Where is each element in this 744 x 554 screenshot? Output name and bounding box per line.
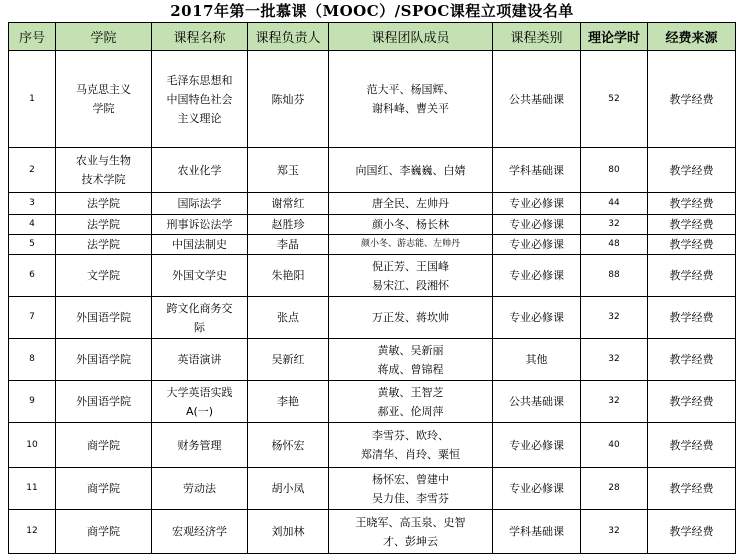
col-header-team: 课程团队成员 <box>329 23 493 51</box>
cell-no: 4 <box>9 215 56 235</box>
table-row <box>9 423 736 468</box>
cell-fund: 教学经费 <box>648 381 736 423</box>
cell-hours: 48 <box>581 235 648 255</box>
cell-team: 杨怀宏、曾建中 吴力佳、李雪芬 <box>329 468 493 510</box>
cell-no: 7 <box>9 297 56 339</box>
table-row <box>9 235 736 255</box>
cell-hours: 88 <box>581 255 648 297</box>
cell-course: 跨文化商务交 际 <box>152 297 248 339</box>
cell-type: 学科基础课 <box>493 510 581 554</box>
cell-team: 万正发、蒋坎帅 <box>329 297 493 339</box>
cell-hours: 32 <box>581 510 648 554</box>
cell-no: 3 <box>9 193 56 215</box>
cell-hours: 32 <box>581 297 648 339</box>
cell-leader: 赵胜珍 <box>248 215 329 235</box>
cell-type: 其他 <box>493 339 581 381</box>
cell-type: 专业必修课 <box>493 297 581 339</box>
cell-no: 12 <box>9 510 56 554</box>
cell-type: 公共基础课 <box>493 51 581 148</box>
cell-course: 农业化学 <box>152 148 248 193</box>
cell-course: 刑事诉讼法学 <box>152 215 248 235</box>
cell-course: 劳动法 <box>152 468 248 510</box>
cell-fund: 教学经费 <box>648 148 736 193</box>
cell-team: 黄敏、吴新丽 蒋成、曾锦程 <box>329 339 493 381</box>
cell-college: 马克思主义 学院 <box>56 51 152 148</box>
cell-no: 1 <box>9 51 56 148</box>
cell-fund: 教学经费 <box>648 510 736 554</box>
cell-course: 大学英语实践 A(一) <box>152 381 248 423</box>
cell-course: 毛泽东思想和 中国特色社会 主义理论 <box>152 51 248 148</box>
cell-team: 颜小冬、游志能、左帅丹 <box>329 235 493 255</box>
cell-no: 5 <box>9 235 56 255</box>
cell-type: 专业必修课 <box>493 215 581 235</box>
cell-hours: 32 <box>581 339 648 381</box>
cell-fund: 教学经费 <box>648 215 736 235</box>
project-table <box>8 22 736 554</box>
table-row <box>9 51 736 148</box>
cell-team: 黄敏、王智芝 郝亚、伦周萍 <box>329 381 493 423</box>
cell-fund: 教学经费 <box>648 235 736 255</box>
cell-leader: 谢常红 <box>248 193 329 215</box>
cell-type: 专业必修课 <box>493 193 581 215</box>
cell-hours: 40 <box>581 423 648 468</box>
cell-team: 唐全民、左帅丹 <box>329 193 493 215</box>
cell-team: 颜小冬、杨长林 <box>329 215 493 235</box>
cell-team: 倪正芳、王国峰 易宋江、段湘怀 <box>329 255 493 297</box>
cell-course: 国际法学 <box>152 193 248 215</box>
cell-fund: 教学经费 <box>648 193 736 215</box>
cell-leader: 张点 <box>248 297 329 339</box>
cell-no: 8 <box>9 339 56 381</box>
cell-team: 范大平、杨国辉、 谢科峰、曹关平 <box>329 51 493 148</box>
cell-team: 向国红、李巍巍、白婧 <box>329 148 493 193</box>
cell-leader: 李晶 <box>248 235 329 255</box>
cell-team: 王晓军、高玉泉、史智 才、彭坤云 <box>329 510 493 554</box>
cell-no: 9 <box>9 381 56 423</box>
cell-fund: 教学经费 <box>648 51 736 148</box>
col-header-course: 课程名称 <box>152 23 248 51</box>
col-header-no: 序号 <box>9 23 56 51</box>
cell-type: 学科基础课 <box>493 148 581 193</box>
cell-no: 2 <box>9 148 56 193</box>
cell-hours: 80 <box>581 148 648 193</box>
table-row <box>9 297 736 339</box>
cell-leader: 李艳 <box>248 381 329 423</box>
cell-fund: 教学经费 <box>648 297 736 339</box>
cell-fund: 教学经费 <box>648 339 736 381</box>
cell-leader: 吴新红 <box>248 339 329 381</box>
cell-college: 农业与生物 技术学院 <box>56 148 152 193</box>
cell-college: 法学院 <box>56 193 152 215</box>
cell-team: 李雪芬、欧玲、 郑清华、肖玲、粟恒 <box>329 423 493 468</box>
cell-no: 6 <box>9 255 56 297</box>
cell-leader: 刘加林 <box>248 510 329 554</box>
col-header-college: 学院 <box>56 23 152 51</box>
cell-type: 专业必修课 <box>493 235 581 255</box>
cell-course: 外国文学史 <box>152 255 248 297</box>
cell-college: 商学院 <box>56 423 152 468</box>
cell-leader: 杨怀宏 <box>248 423 329 468</box>
cell-hours: 32 <box>581 215 648 235</box>
cell-hours: 32 <box>581 381 648 423</box>
page-title: 2017年第一批慕课（MOOC）/SPOC课程立项建设名单 <box>170 2 574 20</box>
cell-type: 公共基础课 <box>493 381 581 423</box>
table-row <box>9 468 736 510</box>
cell-type: 专业必修课 <box>493 468 581 510</box>
table-row <box>9 381 736 423</box>
cell-type: 专业必修课 <box>493 255 581 297</box>
table-row <box>9 339 736 381</box>
col-header-leader: 课程负责人 <box>248 23 329 51</box>
table-row <box>9 148 736 193</box>
cell-course: 英语演讲 <box>152 339 248 381</box>
cell-course: 中国法制史 <box>152 235 248 255</box>
cell-college: 法学院 <box>56 235 152 255</box>
cell-college: 商学院 <box>56 510 152 554</box>
cell-fund: 教学经费 <box>648 468 736 510</box>
cell-fund: 教学经费 <box>648 255 736 297</box>
cell-type: 专业必修课 <box>493 423 581 468</box>
cell-hours: 28 <box>581 468 648 510</box>
cell-hours: 52 <box>581 51 648 148</box>
table-header-row <box>9 23 736 51</box>
col-header-type: 课程类别 <box>493 23 581 51</box>
cell-college: 外国语学院 <box>56 381 152 423</box>
cell-college: 外国语学院 <box>56 297 152 339</box>
table-row <box>9 193 736 215</box>
cell-college: 外国语学院 <box>56 339 152 381</box>
cell-leader: 朱艳阳 <box>248 255 329 297</box>
cell-fund: 教学经费 <box>648 423 736 468</box>
cell-college: 文学院 <box>56 255 152 297</box>
cell-course: 财务管理 <box>152 423 248 468</box>
cell-no: 10 <box>9 423 56 468</box>
cell-hours: 44 <box>581 193 648 215</box>
cell-course: 宏观经济学 <box>152 510 248 554</box>
col-header-fund: 经费来源 <box>648 23 736 51</box>
cell-no: 11 <box>9 468 56 510</box>
cell-college: 法学院 <box>56 215 152 235</box>
cell-leader: 胡小凤 <box>248 468 329 510</box>
cell-leader: 郑玉 <box>248 148 329 193</box>
col-header-hours: 理论学时 <box>581 23 648 51</box>
cell-leader: 陈灿芬 <box>248 51 329 148</box>
table-row <box>9 255 736 297</box>
cell-college: 商学院 <box>56 468 152 510</box>
table-row <box>9 510 736 554</box>
table-row <box>9 215 736 235</box>
